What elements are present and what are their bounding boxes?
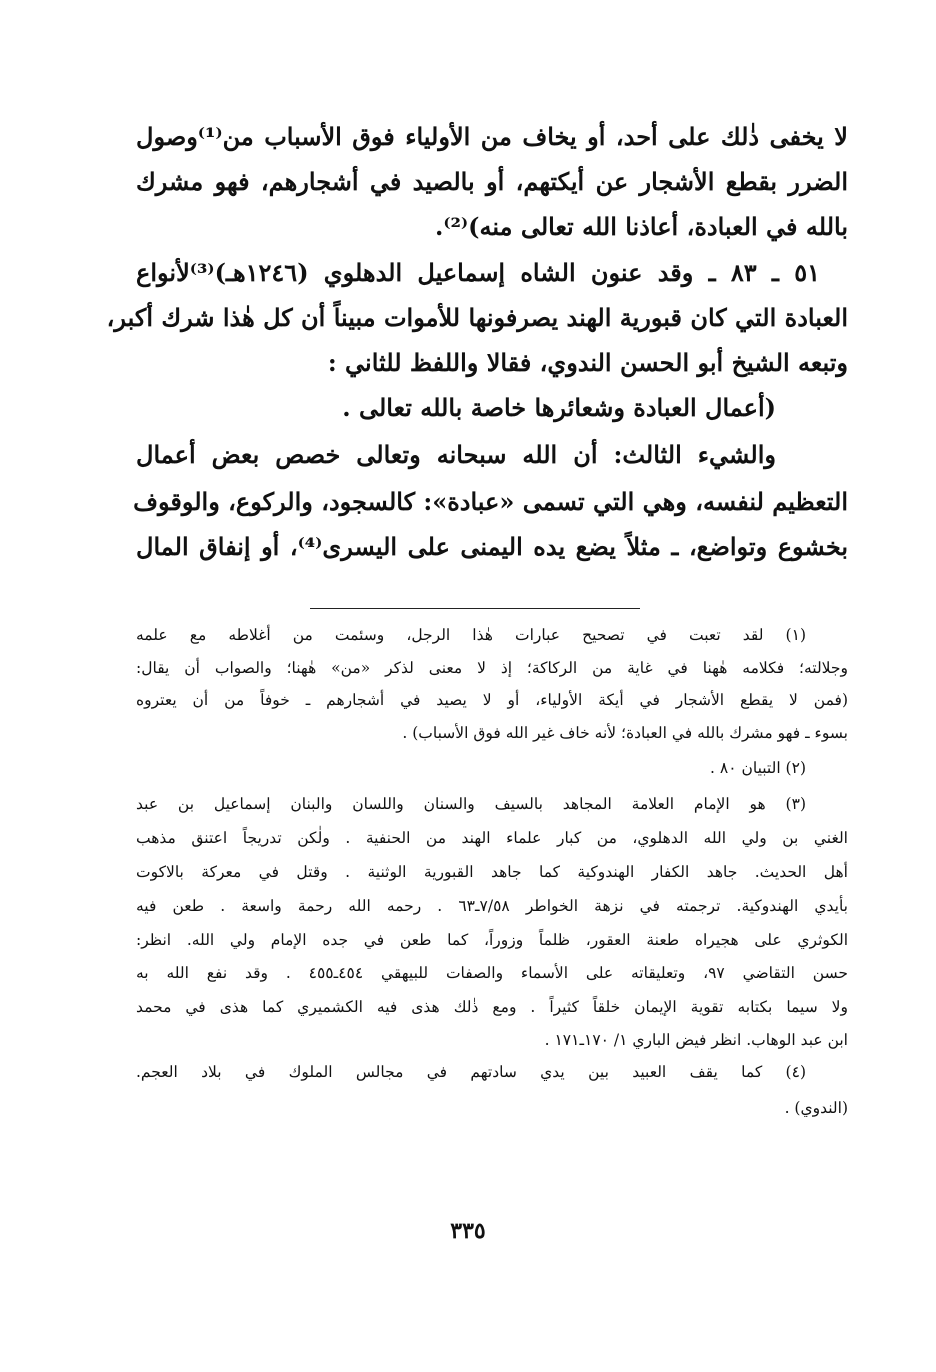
footnote-line: بأيدي الهندوكية. ترجمته في نزهة الخواطر ٧/٥٨ـ٦٣ . رحمه الله رحمة واسعة . طعن فيه xyxy=(136,897,848,915)
main-text-line: الضرر بقطع الأشجار عن أيكتهم، أو بالصيد في أشجارهم، فهو مشرك xyxy=(136,167,848,196)
main-text-line: وتبعه الشيخ أبو الحسن الندوي، فقالا واللفظ للثاني : xyxy=(327,348,848,377)
main-text-line: التعظيم لنفسه، وهي التي تسمى «عبادة»: كالسجود، والركوع، والوقوف xyxy=(133,487,848,516)
footnote-line: بسوء ـ فهو مشرك بالله في العبادة؛ لأنه خاف غير الله فوق الأسباب) . xyxy=(402,724,848,742)
footnote-line: ابن عبد الوهاب. انظر فيض الباري ١/ ١٧٠ـ١٧١ . xyxy=(544,1031,848,1049)
footnote-line: (٢) التبيان ٨٠ . xyxy=(710,759,806,777)
footnote-line: الغني بن ولي الله الدهلوي، من كبار علماء الهند من الحنفية . ولٰكن تدريجاً اعتنق مذهب xyxy=(136,829,848,847)
footnote-line: الكوثري على هجيراه طعنة العقور، ظلماً وزوراً، كما طعن في جده الإمام ولي الله. انظر: xyxy=(136,931,848,949)
main-text-line: بالله في العبادة، أعاذنا الله تعالى منه)⁽²⁾. xyxy=(434,212,848,241)
footnote-line: (٤) كما يقف العبيد بين يدي سادتهم في مجالس الملوك في بلاد العجم. xyxy=(136,1063,806,1081)
footnote-line: (١) لقد تعبت في تصحيح عبارات هٰذا الرجل، وسئمت من أغلاطه مع علمه xyxy=(136,626,806,644)
quote-line: (أعمال العبادة وشعائرها خاصة بالله تعالى . xyxy=(342,393,776,422)
footnote-line: ولا سيما بكتابه تقوية الإيمان خلقاً كثيراً . ومع ذٰلك هذى فيه الكشميري كما هذى في محمد xyxy=(136,998,848,1016)
footnote-line: حسن التقاضي ٩٧، وتعليقاته على الأسماء والصفات للبيهقي ٤٥٤ـ٤٥٥ . وقد نفع الله به xyxy=(136,964,849,982)
paragraph-heading-line: ٥١ ـ ٨٣ ـ وقد عنون الشاه إسماعيل الدهلوي (١٢٤٦هـ)⁽³⁾لأنواع xyxy=(136,258,820,287)
main-text-line: والشيء الثالث: أن الله سبحانه وتعالى خصص بعض أعمال xyxy=(136,440,776,469)
footnote-line: (فمن لا يقطع الأشجار في أيكة الأولياء، أو لا يصيد في أشجارهم ـ خوفاً من أن يعتروه xyxy=(136,691,848,709)
footnote-separator xyxy=(310,608,640,609)
footnote-line: وجلالته؛ فكلامه هٰهنا في غاية من الركاكة؛ إذ لا معنى لذكر «من» هٰهنا؛ والصواب أن يقال: xyxy=(136,659,848,677)
main-text-line: لا يخفى ذٰلك على أحد، أو يخاف من الأولياء فوق الأسباب من⁽¹⁾وصول xyxy=(136,122,848,151)
page-number: ٣٣٥ xyxy=(450,1218,486,1244)
footnote-line: (الندوي) . xyxy=(784,1099,848,1117)
footnote-line: (٣) هو الإمام العلامة المجاهد بالسيف والسنان واللسان والبنان إسماعيل بن عبد xyxy=(136,795,806,813)
main-text-line: بخشوع وتواضع، ـ مثلاً يضع يده اليمنى على اليسرى⁽⁴⁾، أو إنفاق المال xyxy=(136,532,849,561)
main-text-line: العبادة التي كان قبورية الهند يصرفونها للأموات مبيناً أن كل هٰذا شرك أكبر، xyxy=(106,303,848,332)
footnote-line: أهل الحديث. جاهد الكفار الهندوكية كما جاهد القبورية الوثنية . وقتل في معركة بالاكوت xyxy=(136,863,848,881)
